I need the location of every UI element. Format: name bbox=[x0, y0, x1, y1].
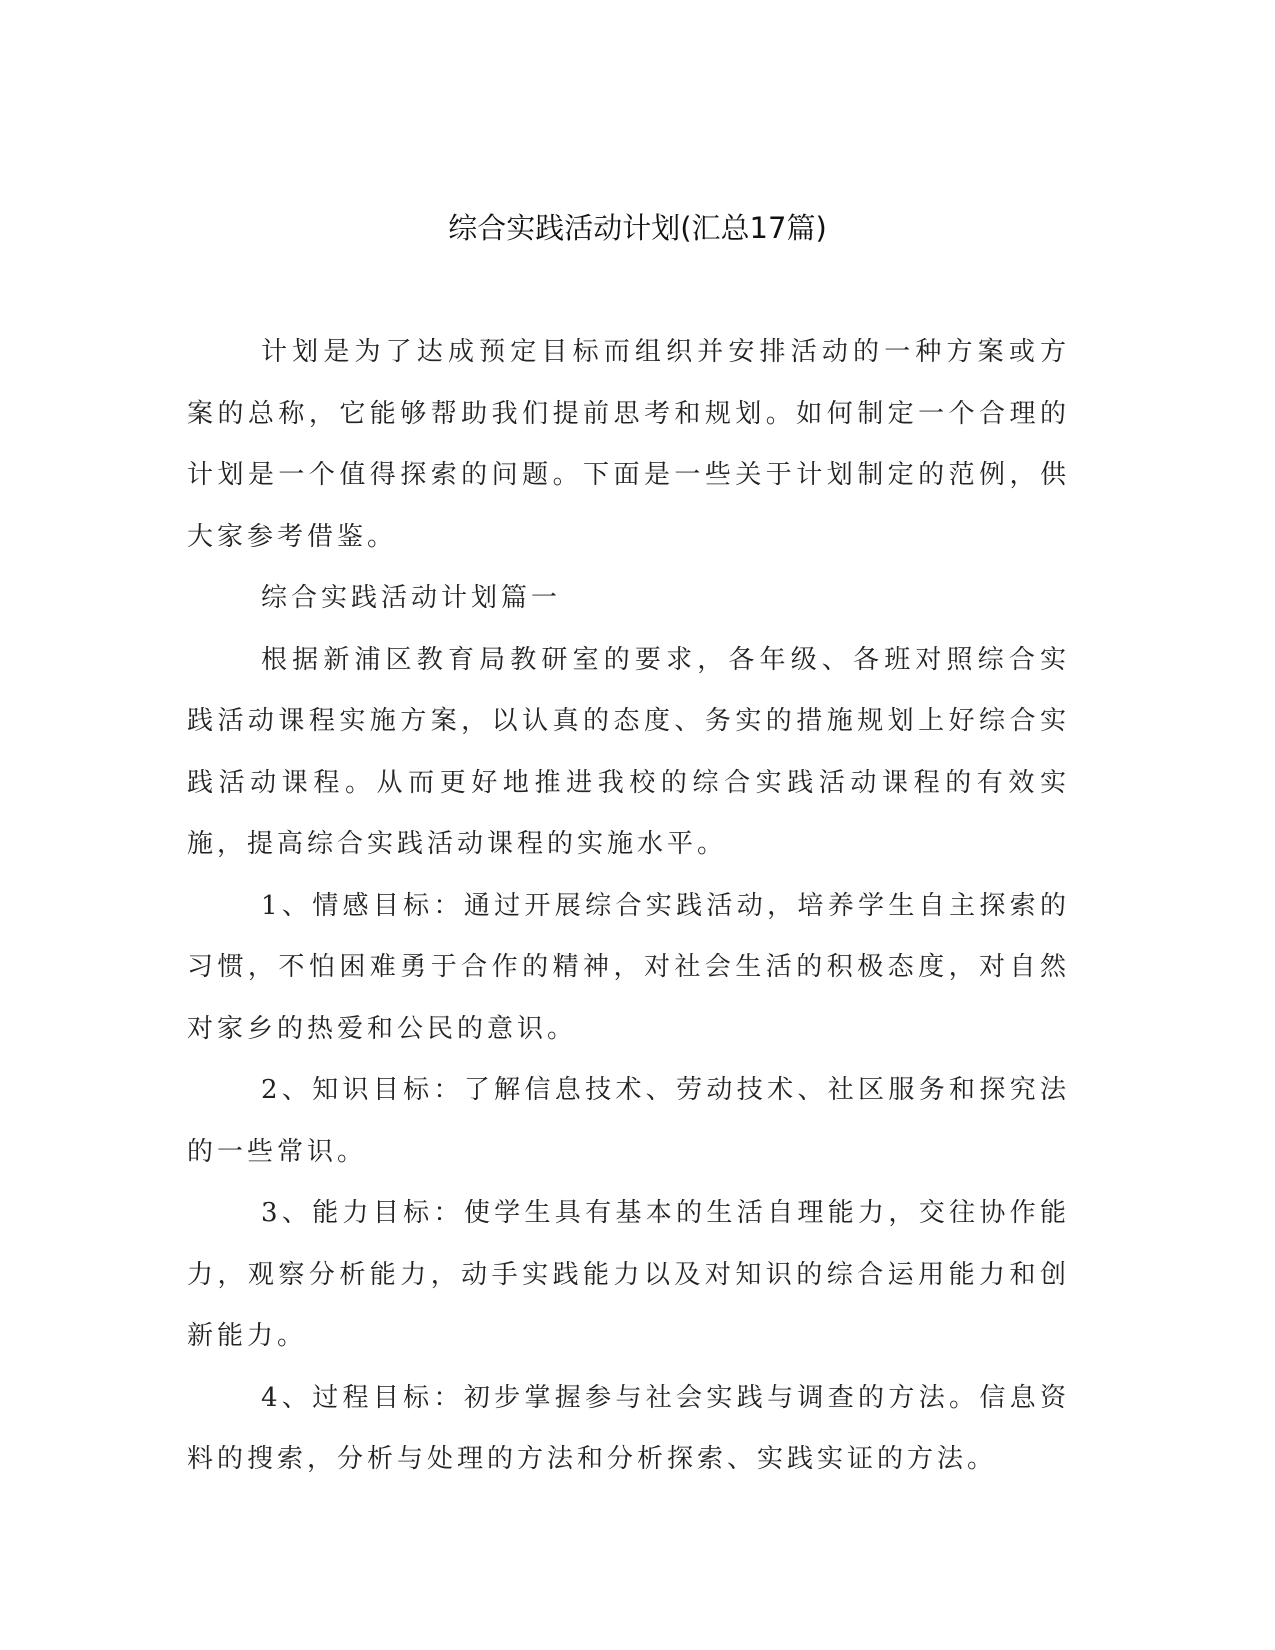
document-title: 综合实践活动计划(汇总17篇) bbox=[448, 211, 827, 245]
intro-paragraph: 计划是为了达成预定目标而组织并安排活动的一种方案或方案的总称，它能够帮助我们提前思考和规划。如何制定一个合理的计划是一个值得探索的问题。下面是一些关于计划制定的范例，供大家参考借鉴。 bbox=[187, 337, 1070, 552]
goal-item-knowledge: 2、知识目标：了解信息技术、劳动技术、社区服务和探究法的一些常识。 bbox=[187, 1075, 1070, 1167]
body-paragraph: 根据新浦区教育局教研室的要求，各年级、各班对照综合实践活动课程实施方案，以认真的态度、务实的措施规划上好综合实践活动课程。从而更好地推进我校的综合实践活动课程的有效实施，提高综合实践活动课程的实施水平。 bbox=[187, 644, 1070, 859]
goal-item-emotion: 1、情感目标：通过开展综合实践活动，培养学生自主探索的习惯，不怕困难勇于合作的精神，对社会生活的积极态度，对自然对家乡的热爱和公民的意识。 bbox=[187, 890, 1070, 1044]
goal-item-process: 4、过程目标：初步掌握参与社会实践与调查的方法。信息资料的搜索，分析与处理的方法和分析探索、实践实证的方法。 bbox=[187, 1382, 1070, 1474]
document-body bbox=[187, 322, 1070, 1491]
section-heading: 综合实践活动计划篇一 bbox=[261, 583, 562, 613]
goal-item-ability: 3、能力目标：使学生具有基本的生活自理能力，交往协作能力，观察分析能力，动手实践能力以及对知识的综合运用能力和创新能力。 bbox=[187, 1198, 1070, 1351]
